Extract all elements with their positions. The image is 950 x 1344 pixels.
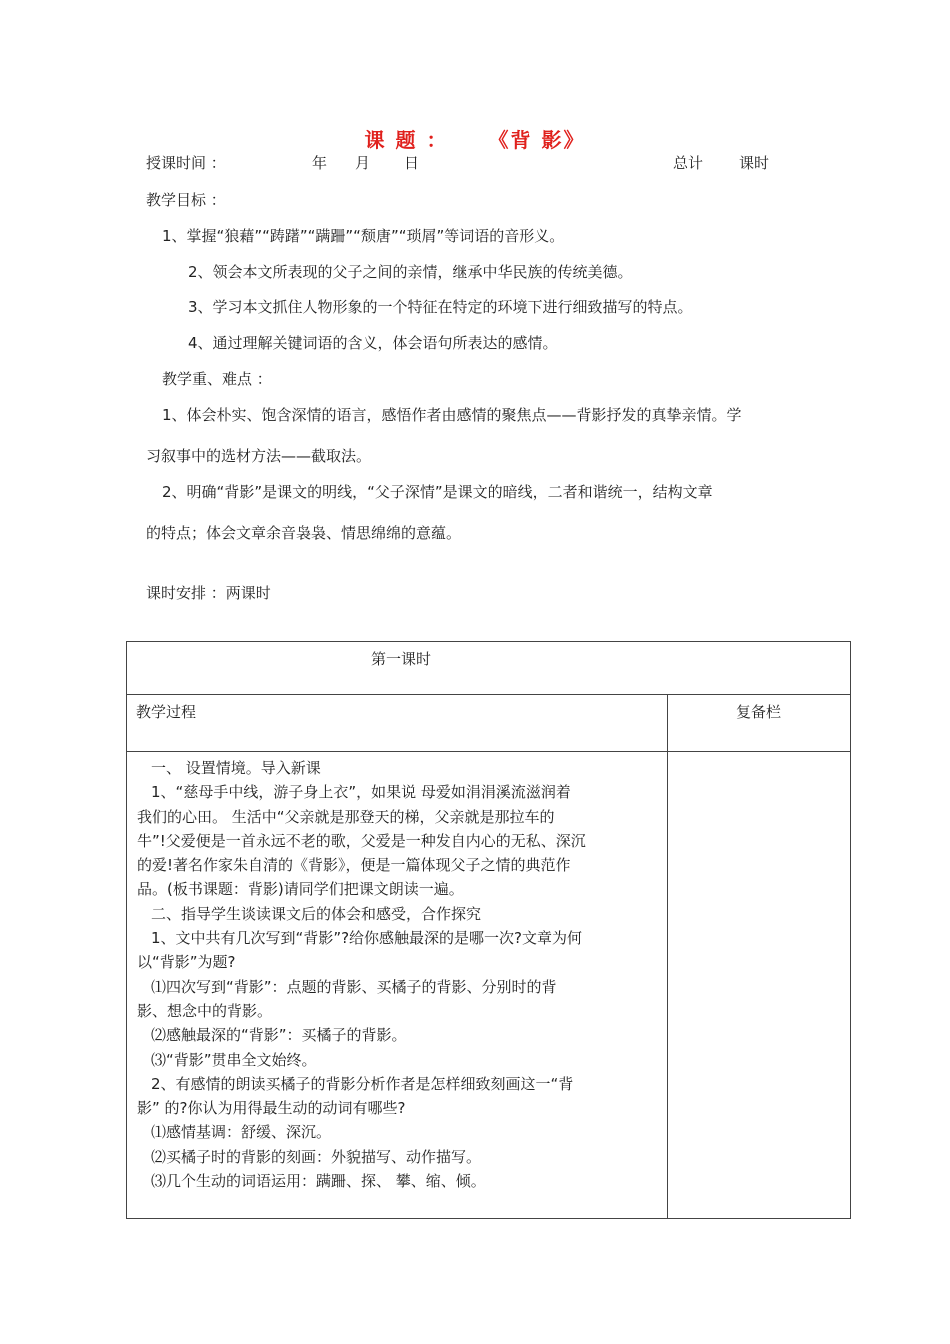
body-line: 2、有感情的朗读买橘子的背影分析作者是怎样细致刻画这一“背 <box>151 1074 574 1093</box>
process-header: 教学过程 <box>136 703 197 721</box>
body-line: 品。(板书课题：背影)请同学们把课文朗读一遍。 <box>137 880 464 899</box>
body-line: 我们的心田。 生活中“父亲就是那登天的梯，父亲就是那拉车的 <box>137 807 555 826</box>
goals-label: 教学目标 ： <box>146 191 226 209</box>
focus-label: 教学重、难点 ： <box>162 370 272 388</box>
month-label: 月 <box>355 154 371 172</box>
hours-label: 课时 <box>739 154 770 172</box>
body-line: 1、文中共有几次写到“背影”?给你感触最深的是哪一次?文章为何 <box>151 929 583 948</box>
body-line: 影” 的?你认为用得最生动的动词有哪些? <box>137 1099 406 1118</box>
goal-item: 4、通过理解关键词语的含义，体会语句所表达的感情。 <box>188 334 558 352</box>
notes-body-cell <box>668 752 851 1219</box>
page-title <box>0 124 950 153</box>
body-line: 的爱!著名作家朱自清的《背影》，便是一篇体现父子之情的典范作 <box>137 856 571 875</box>
process-body-cell <box>127 752 668 1219</box>
body-line: 牛”!父爱便是一首永远不老的歌，父爱是一种发自内心的无私、深沉 <box>137 831 586 850</box>
goal-item: 3、学习本文抓住人物形象的一个特征在特定的环境下进行细致描写的特点。 <box>188 298 693 316</box>
focus-paragraph-1-cont: 习叙事中的选材方法——截取法。 <box>146 447 372 465</box>
total-label: 总计 <box>673 154 704 172</box>
process-header-cell <box>127 695 668 752</box>
day-label: 日 <box>404 154 420 172</box>
body-line: 以“背影”为题? <box>137 953 236 972</box>
lesson-table <box>126 641 851 1219</box>
body-line: 影、想念中的背影。 <box>137 1001 273 1020</box>
focus-paragraph-1: 1、体会朴实、饱含深情的语言，感悟作者由感情的聚焦点——背影抒发的真挚亲情。学 <box>162 406 742 424</box>
title-label: 课 题 ： <box>364 128 449 152</box>
focus-paragraph-2-cont: 的特点；体会文章余音袅袅、情思绵绵的意蕴。 <box>146 524 462 542</box>
lesson-name: 《背 影》 <box>488 128 586 152</box>
notes-header-cell <box>668 695 851 752</box>
body-line: ⑵买橘子时的背影的刻画：外貌描写、动作描写。 <box>151 1147 482 1166</box>
body-line: ⑵感触最深的“背影”：买橘子的背影。 <box>151 1026 407 1045</box>
body-line: 1、“慈母手中线，游子身上衣”，如果说 母爱如涓涓溪流滋润着 <box>151 783 571 802</box>
session-header-cell <box>127 642 851 695</box>
body-line: ⑴四次写到“背影”：点题的背影、买橘子的背影、分别时的背 <box>151 977 557 996</box>
body-line: ⑶几个生动的词语运用：蹒跚、探、 攀、缩、倾。 <box>151 1172 486 1191</box>
goal-item: 1、掌握“狼藉”“踌躇”“蹒跚”“颓唐”“琐屑”等词语的音形义。 <box>162 227 565 245</box>
goal-item: 2、领会本文所表现的父子之间的亲情，继承中华民族的传统美德。 <box>188 263 633 281</box>
year-label: 年 <box>312 154 328 172</box>
body-line: ⑴感情基调：舒缓、深沉。 <box>151 1123 332 1142</box>
focus-paragraph-2: 2、明确“背影”是课文的明线，“父子深情”是课文的暗线，二者和谐统一，结构文章 <box>162 483 713 501</box>
body-line: 一、 设置情境。导入新课 <box>151 759 321 777</box>
notes-header: 复备栏 <box>736 703 782 721</box>
body-line: 二、指导学生谈读课文后的体会和感受，合作探究 <box>151 904 482 923</box>
session-title: 第一课时 <box>371 650 432 668</box>
class-time-label: 授课时间 ： <box>146 154 226 172</box>
body-line: ⑶“背影”贯串全文始终。 <box>151 1050 317 1069</box>
schedule-text: 课时安排 ：两课时 <box>146 584 271 602</box>
